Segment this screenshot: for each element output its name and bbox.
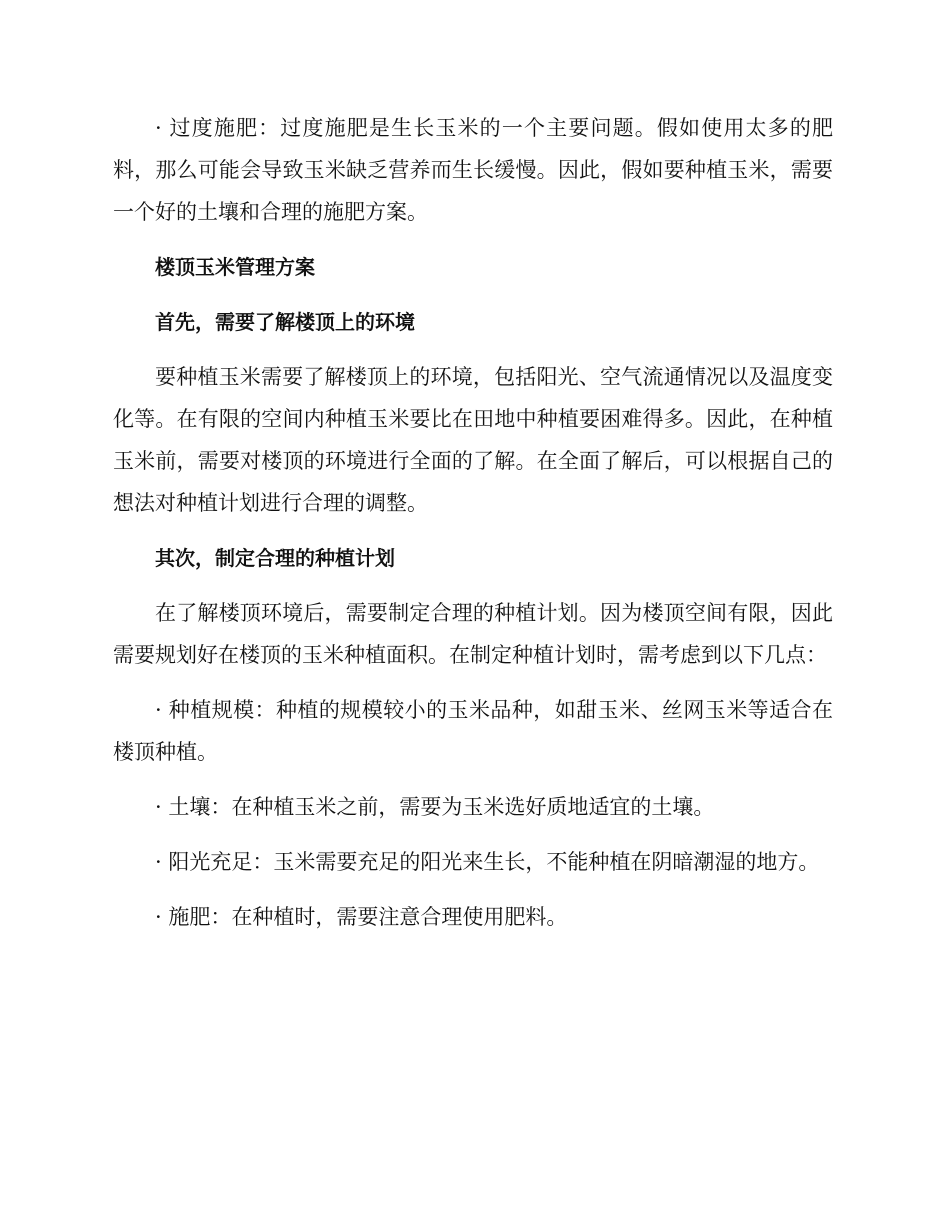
- bullet-paragraph-sunlight: · 阳光充足：玉米需要充足的阳光来生长，不能种植在阴暗潮湿的地方。: [155, 850, 820, 874]
- bullet-paragraph-planting-scale: · 种植规模：种植的规模较小的玉米品种，如甜玉米、丝网玉米等适合在楼顶种植。: [113, 698, 833, 764]
- section-heading-understand-environment: 首先，需要了解楼顶上的环境: [155, 310, 415, 334]
- section-heading-rooftop-corn-management: 楼顶玉米管理方案: [155, 255, 315, 279]
- document-body: [113, 107, 833, 938]
- section-heading-planting-plan: 其次，制定合理的种植计划: [155, 546, 395, 570]
- bullet-paragraph-over-fertilization: · 过度施肥：过度施肥是生长玉米的一个主要问题。假如使用太多的肥料，那么可能会导致玉米缺乏营养而生长缓慢。因此，假如要种植玉米，需要一个好的土壤和合理的施肥方案。: [113, 116, 833, 224]
- paragraph-environment: 要种植玉米需要了解楼顶上的环境，包括阳光、空气流通情况以及温度变化等。在有限的空间内种植玉米要比在田地中种植要困难得多。因此，在种植玉米前，需要对楼顶的环境进行全面的了解。在全面了解后，可以根据自己的想法对种植计划进行合理的调整。: [113, 365, 833, 515]
- bullet-paragraph-fertilizing: · 施肥：在种植时，需要注意合理使用肥料。: [155, 905, 568, 929]
- bullet-paragraph-soil: · 土壤：在种植玉米之前，需要为玉米选好质地适宜的土壤。: [155, 795, 715, 819]
- paragraph-planting-plan: 在了解楼顶环境后，需要制定合理的种植计划。因为楼顶空间有限，因此需要规划好在楼顶的玉米种植面积。在制定种植计划时，需考虑到以下几点：: [113, 601, 833, 667]
